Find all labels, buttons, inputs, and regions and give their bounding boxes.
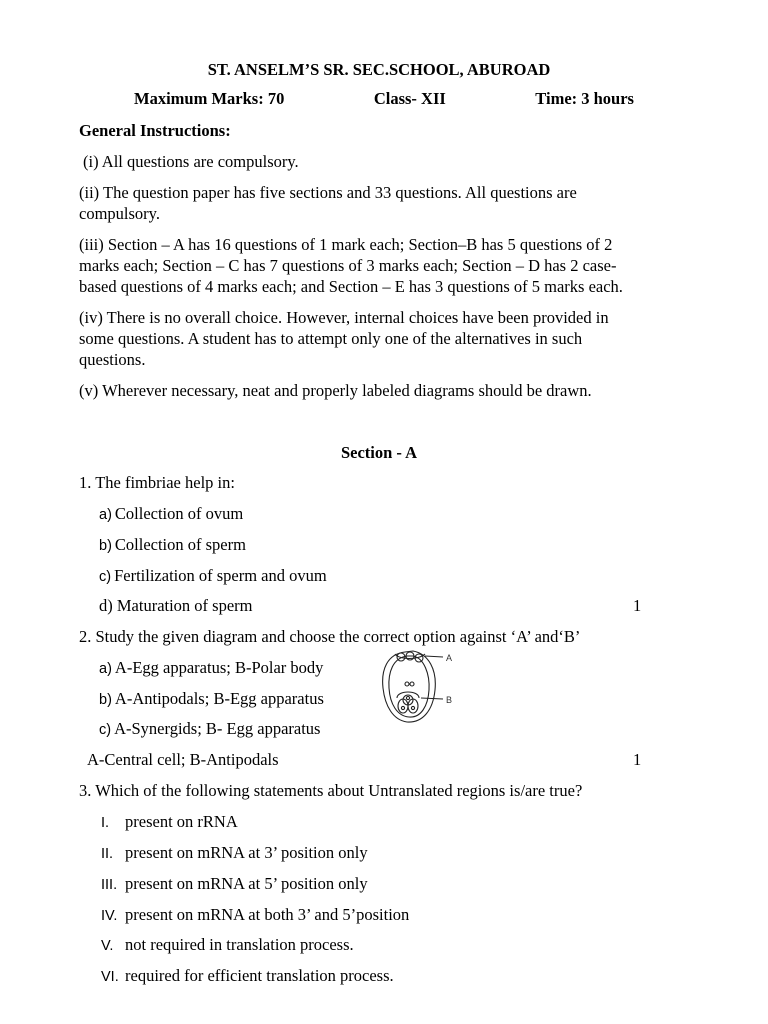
option-text: Collection of sperm — [114, 535, 246, 554]
option-label: b) — [99, 538, 112, 554]
option-label: a) — [99, 507, 112, 523]
option-text: A-Synergids; B- Egg apparatus — [114, 719, 321, 738]
polar-nucleus — [405, 682, 409, 686]
option-label: c) — [99, 569, 112, 585]
embryo-sac-outline — [383, 651, 436, 722]
cell-nucleus — [401, 706, 404, 709]
q1-option-a — [99, 503, 243, 526]
time-label: Time: 3 hours — [535, 89, 634, 108]
instruction-line: (v) Wherever necessary, neat and properly labeled diagrams should be drawn. — [79, 381, 592, 400]
q2-option-a — [99, 657, 323, 680]
option-label: c) — [99, 722, 112, 738]
q2-option-d: A-Central cell; B-Antipodals — [87, 750, 279, 769]
diagram-label-a: A — [446, 653, 453, 663]
option-label: b) — [99, 692, 112, 708]
q1-option-b — [99, 534, 246, 557]
option-text: present on mRNA at 5’ position only — [125, 874, 368, 893]
option-text: present on rRNA — [125, 812, 238, 831]
pointer-line-b — [421, 698, 443, 699]
option-text: Fertilization of sperm and ovum — [114, 566, 327, 585]
option-text: not required in translation process. — [125, 935, 354, 954]
q3-option-5 — [101, 934, 354, 957]
section-title: Section - A — [340, 443, 418, 462]
option-text: d) Maturation of sperm — [99, 596, 253, 615]
school-name: ST. ANSELM’S SR. SEC.SCHOOL, ABUROAD — [207, 60, 551, 79]
q1-option-d — [99, 595, 253, 616]
exam-meta-row — [134, 89, 634, 109]
option-text: A-Antipodals; B-Egg apparatus — [114, 689, 324, 708]
instruction-line: based questions of 4 marks each; and Section – E has 3 questions of 5 marks each. — [79, 277, 623, 296]
option-label: VI. — [101, 969, 119, 985]
instruction-line: compulsory. — [79, 204, 160, 223]
cell-nucleus — [406, 696, 409, 699]
q2-option-c — [99, 718, 320, 741]
instruction-line: (iv) There is no overall choice. However, internal choices have been provided in — [79, 308, 609, 327]
q3-option-4 — [101, 904, 409, 927]
q3-option-1 — [101, 811, 238, 834]
option-label: a) — [99, 661, 112, 677]
max-marks: Maximum Marks: 70 — [134, 89, 285, 108]
option-text: required for efficient translation process. — [125, 966, 394, 985]
instruction-line: some questions. A student has to attempt only one of the alternatives in such — [79, 329, 583, 348]
pointer-line-a — [425, 656, 443, 657]
class-label: Class- XII — [373, 89, 446, 108]
option-text: present on mRNA at both 3’ and 5’position — [125, 905, 410, 924]
instructions-heading: General Instructions: — [79, 121, 231, 140]
instruction-line: (i) All questions are compulsory. — [83, 152, 299, 171]
option-label: IV. — [101, 908, 118, 924]
q2-marks: 1 — [633, 750, 642, 769]
option-label: I. — [101, 815, 110, 831]
option-text: present on mRNA at 3’ position only — [125, 843, 368, 862]
embryo-sac-diagram — [379, 648, 461, 726]
option-label: II. — [101, 846, 114, 862]
embryo-sac-inner-wall — [389, 656, 429, 717]
question-2-text: 2. Study the given diagram and choose the correct option against ‘A’ and‘B’ — [79, 627, 581, 646]
option-text: A-Egg apparatus; B-Polar body — [114, 658, 324, 677]
polar-nucleus — [410, 682, 414, 686]
question-3-text: 3. Which of the following statements about Untranslated regions is/are true? — [79, 781, 583, 800]
cell-nucleus — [411, 706, 414, 709]
q3-option-3 — [101, 873, 368, 896]
instruction-line: (ii) The question paper has five sections and 33 questions. All questions are — [79, 183, 577, 202]
diagram-label-b: B — [446, 695, 453, 705]
instruction-line: (iii) Section – A has 16 questions of 1 mark each; Section–B has 5 questions of 2 — [79, 235, 613, 254]
option-text: Collection of ovum — [114, 504, 244, 523]
q1-marks: 1 — [633, 596, 642, 615]
instruction-line: questions. — [79, 350, 146, 369]
option-label: III. — [101, 877, 118, 893]
q1-option-c — [99, 565, 327, 588]
q2-option-b — [99, 688, 324, 711]
q3-option-2 — [101, 842, 368, 865]
question-1-text: 1. The fimbriae help in: — [79, 473, 235, 492]
option-label: V. — [101, 938, 114, 954]
q3-option-6 — [101, 965, 394, 988]
instruction-line: marks each; Section – C has 7 questions of 3 marks each; Section – D has 2 case- — [79, 256, 617, 275]
